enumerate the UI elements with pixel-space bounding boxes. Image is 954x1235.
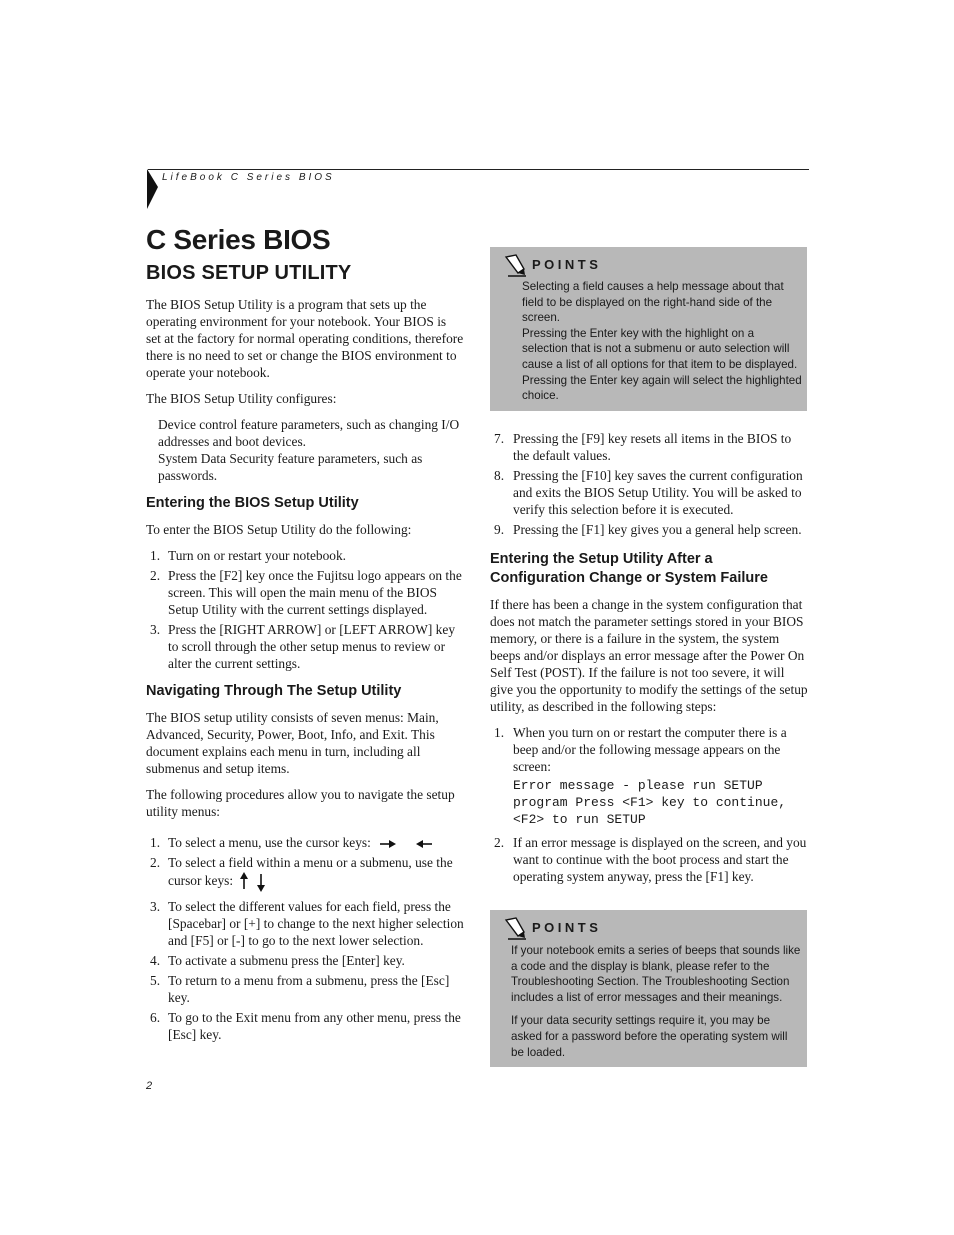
list-item (490, 834, 810, 885)
step-text: To activate a submenu press the [Enter] key. (168, 953, 405, 968)
step-text: Press the [RIGHT ARROW] or [LEFT ARROW] key to scroll through the other setup menus to review or alter the current settings. (168, 622, 456, 671)
step-text: Turn on or restart your notebook. (168, 548, 347, 563)
points-paragraph: Selecting a field causes a help message about that field to be displayed on the right-hand side of the screen. (522, 280, 784, 325)
right-column (490, 430, 810, 893)
entering-heading: Entering the BIOS Setup Utility (146, 495, 359, 511)
failure-intro: If there has been a change in the system configuration that does not match the parameter settings stored in your BIOS memory, or there is a failure in the system, the system beeps and/or displays an error message after the Power On Self Test (POST). If the failure is not too severe, it will give you the opportunity to modify the settings of the setup utility, as described in the following steps: (490, 597, 808, 714)
entering-intro: To enter the BIOS Setup Utility do the following: (146, 522, 412, 537)
points-paragraph: Pressing the Enter key with the highlight on a selection that is not a submenu or auto selection will cause a list of all options for that item to be displayed. Pressing the Enter key again will select the highlighted choice. (522, 326, 802, 403)
list-item (146, 1009, 464, 1043)
configures-paragraph: The BIOS Setup Utility configures: (146, 391, 337, 406)
nav-intro: The BIOS setup utility consists of seven menus: Main, Advanced, Security, Power, Boot, Info, and Exit. This document explains each menu in turn, including all submenus and setup items. (146, 710, 439, 776)
config-item: Device control feature parameters, such as changing I/O addresses and boot devices. (158, 417, 460, 449)
running-head: LifeBook C Series BIOS (162, 172, 335, 183)
step-number: 2. (494, 835, 505, 850)
step-number: 6. (150, 1010, 161, 1025)
step-number: 7. (494, 431, 505, 446)
step-number: 8. (494, 468, 505, 483)
config-item: System Data Security feature parameters, such as passwords. (158, 451, 423, 483)
step-number: 2. (150, 855, 161, 870)
list-item (490, 467, 810, 518)
points-label: POINTS (532, 920, 602, 935)
failure-heading: Entering the Setup Utility After a Configuration Change or System Failure (490, 551, 768, 586)
left-right-arrow-icon (374, 837, 434, 851)
header-corner-mark (146, 169, 160, 209)
step-text: To select a field within a menu or a submenu, use the cursor keys: (168, 855, 453, 889)
intro-paragraph: The BIOS Setup Utility is a program that sets up the operating environment for your notebook. Your BIOS is set at the factory for normal operating conditions, therefore there is no need to set or change the BIOS environment to operate your notebook. (146, 297, 464, 380)
list-item (146, 898, 464, 949)
left-column (146, 296, 464, 1051)
points-paragraph: If your notebook emits a series of beeps that sounds like a code and the display is blank, please refer to the Troubleshooting Section. The Troubleshooting Section includes a list of error messages and their meanings. (511, 944, 801, 1004)
list-item (146, 972, 464, 1006)
entering-steps (146, 547, 464, 672)
points-label: POINTS (532, 257, 602, 272)
section-title: BIOS SETUP UTILITY (146, 262, 352, 284)
error-message: Error message - please run SETUP program Press <F1> key to continue, <F2> to run SETUP (513, 778, 787, 827)
list-item (146, 834, 464, 851)
step-number: 9. (494, 522, 505, 537)
list-item (146, 567, 464, 618)
step-text: Pressing the [F10] key saves the current configuration and exits the BIOS Setup Utility. You will be asked to verify this selection before it is executed. (513, 468, 803, 517)
step-number: 1. (150, 835, 161, 850)
failure-steps (490, 724, 810, 885)
list-item (146, 952, 464, 969)
step-number: 2. (150, 568, 161, 583)
page-number: 2 (146, 1080, 153, 1092)
list-item (490, 724, 810, 828)
points-box (490, 247, 807, 411)
points-text (511, 943, 801, 1060)
list-item (146, 547, 464, 564)
step-text: If an error message is displayed on the screen, and you want to continue with the boot process and start the operating system anyway, press the [F1] key. (513, 835, 807, 884)
step-number: 3. (150, 899, 161, 914)
step-text: To select a menu, use the cursor keys: (168, 835, 371, 850)
up-down-arrow-icon (236, 871, 270, 893)
pencil-icon (502, 253, 528, 277)
pencil-icon (502, 916, 528, 940)
nav-steps (146, 834, 464, 1043)
step-text: To return to a menu from a submenu, press the [Esc] key. (168, 973, 450, 1005)
step-number: 3. (150, 622, 161, 637)
navigating-heading: Navigating Through The Setup Utility (146, 683, 402, 699)
step-text: Press the [F2] key once the Fujitsu logo appears on the screen. This will open the main menu of the BIOS Setup Utility with the current settings displayed. (168, 568, 462, 617)
list-item (490, 521, 810, 538)
header-rule (148, 169, 809, 170)
step-text: Pressing the [F1] key gives you a general help screen. (513, 522, 802, 537)
step-text: When you turn on or restart the computer there is a beep and/or the following message appears on the screen: (513, 725, 787, 774)
list-item (146, 854, 464, 893)
page-title: C Series BIOS (146, 224, 331, 255)
step-number: 5. (150, 973, 161, 988)
nav-intro-2: The following procedures allow you to navigate the setup utility menus: (146, 787, 455, 819)
step-text: To select the different values for each field, press the [Spacebar] or [+] to change to the next higher selection and [F5] or [-] to go to the next lower selection. (168, 899, 464, 948)
config-items (158, 416, 464, 484)
step-number: 1. (150, 548, 161, 563)
list-item (146, 621, 464, 672)
step-number: 4. (150, 953, 161, 968)
nav-steps-continued (490, 430, 810, 538)
points-text (522, 279, 802, 404)
points-paragraph: If your data security settings require it, you may be asked for a password before the operating system will be loaded. (511, 1014, 788, 1059)
step-number: 1. (494, 725, 505, 740)
list-item (490, 430, 810, 464)
points-box (490, 910, 807, 1067)
step-text: To go to the Exit menu from any other menu, press the [Esc] key. (168, 1010, 461, 1042)
step-text: Pressing the [F9] key resets all items in the BIOS to the default values. (513, 431, 792, 463)
